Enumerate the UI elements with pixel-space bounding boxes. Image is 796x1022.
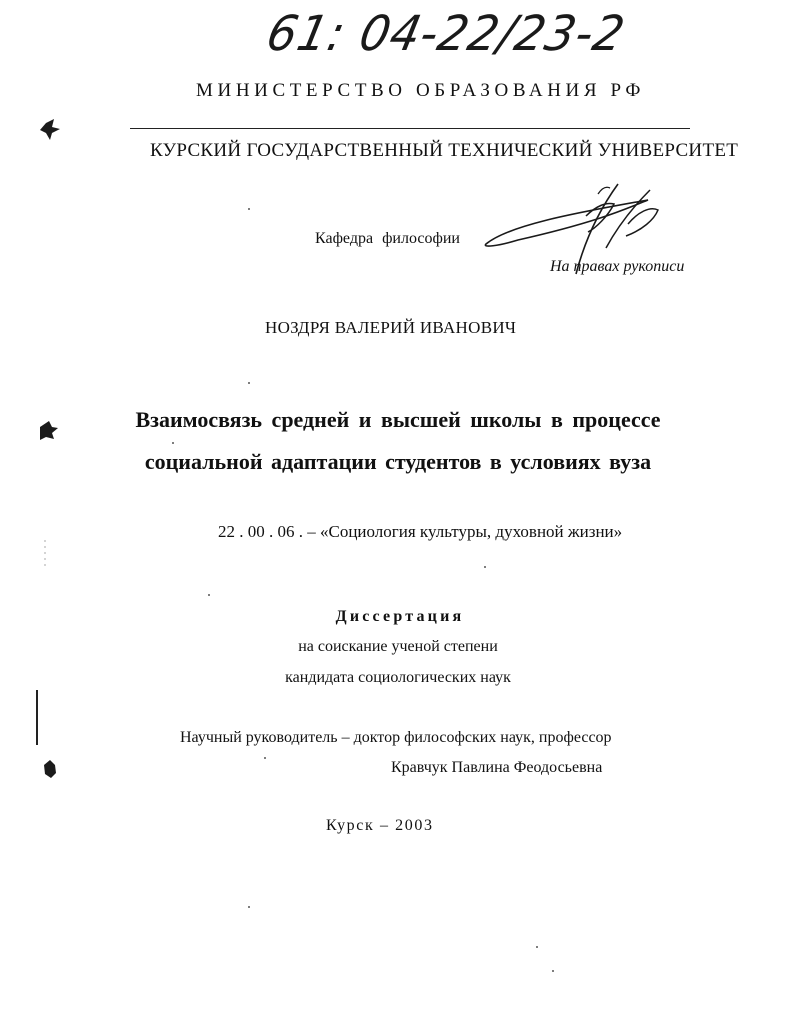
punch-mark-1 [40,119,60,140]
archive-code: 61: 04-22/23-2 [261,4,631,62]
punch-mark-3 [44,760,56,778]
binding-marks [0,0,70,1022]
author-name: НОЗДРЯ ВАЛЕРИЙ ИВАНОВИЧ [265,318,517,337]
thesis-title-line2: социальной адаптации студентов в условиях вуза [144,449,652,474]
scan-speck [552,970,554,972]
scan-speck [248,208,250,210]
thesis-title-line1: Взаимосвязь средней и высшей школы в процессе [135,407,661,432]
university-name: КУРСКИЙ ГОСУДАРСТВЕННЫЙ ТЕХНИЧЕСКИЙ УНИВЕРСИТЕТ [150,140,739,161]
department: Кафедра философии [315,230,460,247]
scan-speck [536,946,538,948]
scan-speck [172,442,174,444]
degree-line2: кандидата социологических наук [285,669,511,686]
scan-speck [248,906,250,908]
supervisor-name: Кравчук Павлина Феодосьевна [391,759,603,776]
scan-speck [208,594,210,596]
scan-speck [484,566,486,568]
scan-speck [248,382,250,384]
manuscript-rights: На правах рукописи [550,258,685,275]
specialty-code: 22 . 00 . 06 . – «Социология культуры, духовной жизни» [218,522,623,541]
header-rule [130,128,690,129]
degree-line1: на соискание ученой степени [298,638,498,655]
document-type: Диссертация [335,608,465,625]
scan-speck [264,757,266,759]
supervisor-role: Научный руководитель – доктор философских наук, профессор [180,729,612,746]
ministry-heading: МИНИСТЕРСТВО ОБРАЗОВАНИЯ РФ [196,80,645,101]
city-year: Курск – 2003 [326,817,434,834]
